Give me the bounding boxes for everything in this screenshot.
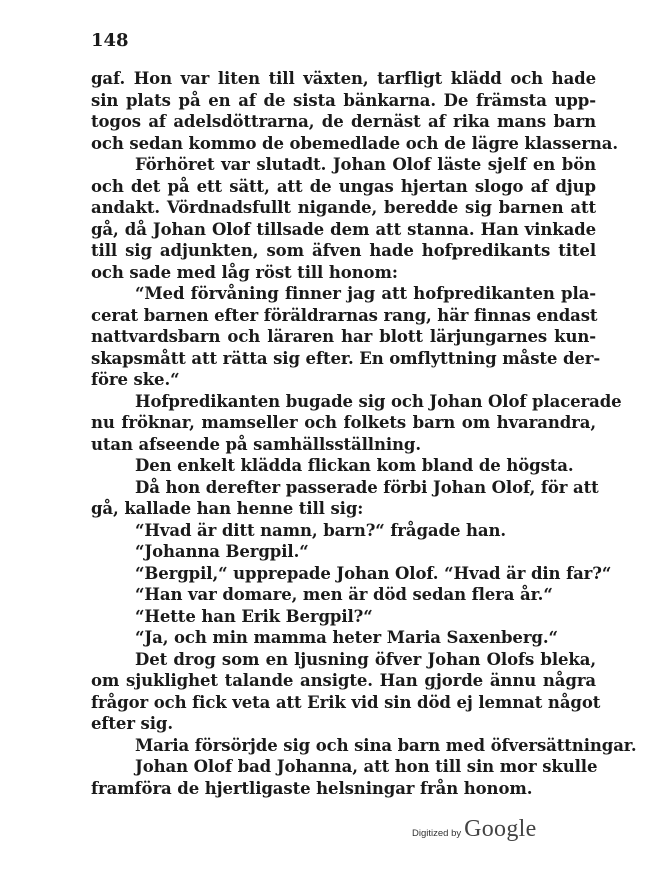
text-line: före ske.“ [91, 370, 180, 389]
text-line: Det drog som en ljusning öfver Johan Olofs bleka, [135, 649, 596, 669]
digitized-label: Digitized by [412, 828, 462, 839]
text-line: Den enkelt klädda flickan kom bland de högsta. [135, 456, 574, 475]
text-line: togos af adelsdöttrarna, de dernäst af rika mans barn [91, 112, 596, 131]
text-line: om sjuklighet talande ansigte. Han gjorde ännu några [91, 671, 596, 690]
body-text [91, 68, 637, 799]
text-line: gaf. Hon var liten till växten, tarfligt klädd och hade [91, 69, 596, 88]
text-line: “Bergpil,“ upprepade Johan Olof. “Hvad är din far?“ [135, 563, 612, 583]
text-line: och sedan kommo de obemedlade och de lägre klasserna. [91, 133, 619, 153]
text-line: och sade med låg röst till honom: [91, 262, 398, 282]
digitized-by-watermark [412, 816, 537, 843]
text-line: framföra de hjertligaste helsningar från honom. [91, 778, 533, 798]
text-line: nu fröknar, mamseller och folkets barn om hvarandra, [91, 413, 596, 432]
text-line: utan afseende på samhällsställning. [91, 434, 422, 454]
page-number: 148 [91, 30, 129, 51]
text-line: nattvardsbarn och läraren har blott lärjungarnes kun- [91, 327, 596, 346]
text-line: Maria försörjde sig och sina barn med öfversättningar. [135, 735, 637, 755]
google-logo: Google [464, 816, 537, 842]
text-line: Hofpredikanten bugade sig och Johan Olof placerade [135, 391, 622, 411]
text-line: sin plats på en af de sista bänkarna. De främsta upp- [91, 90, 596, 110]
text-line: frågor och fick veta att Erik vid sin död ej lemnat något [91, 692, 601, 712]
text-line: Johan Olof bad Johanna, att hon till sin mor skulle [135, 757, 598, 776]
text-line: till sig adjunkten, som äfven hade hofpredikants titel [91, 241, 596, 260]
text-line: “Hvad är ditt namn, barn?“ frågade han. [135, 520, 507, 540]
text-line: Förhöret var slutadt. Johan Olof läste sjelf en bön [135, 155, 596, 174]
text-line: “Hette han Erik Bergpil?“ [135, 606, 373, 626]
text-line: cerat barnen efter föräldrarnas rang, här finnas endast [91, 305, 598, 325]
text-line: “Ja, och min mamma heter Maria Saxenberg.“ [135, 628, 558, 647]
text-line: och det på ett sätt, att de ungas hjertan slogo af djup [91, 176, 596, 196]
text-line: gå, då Johan Olof tillsade dem att stanna. Han vinkade [91, 219, 596, 239]
text-line: skapsmått att rätta sig efter. En omflyttning måste der- [91, 348, 601, 368]
text-line: gå, kallade han henne till sig: [91, 499, 364, 518]
text-line: “Med förvåning finner jag att hofpredikanten pla- [135, 284, 596, 303]
text-line: “Han var domare, men är död sedan flera år.“ [135, 585, 553, 604]
text-line: efter sig. [91, 714, 173, 733]
text-line: “Johanna Bergpil.“ [135, 542, 309, 561]
text-line: andakt. Vördnadsfullt nigande, beredde sig barnen att [91, 198, 596, 217]
text-line: Då hon derefter passerade förbi Johan Olof, för att [135, 477, 599, 497]
